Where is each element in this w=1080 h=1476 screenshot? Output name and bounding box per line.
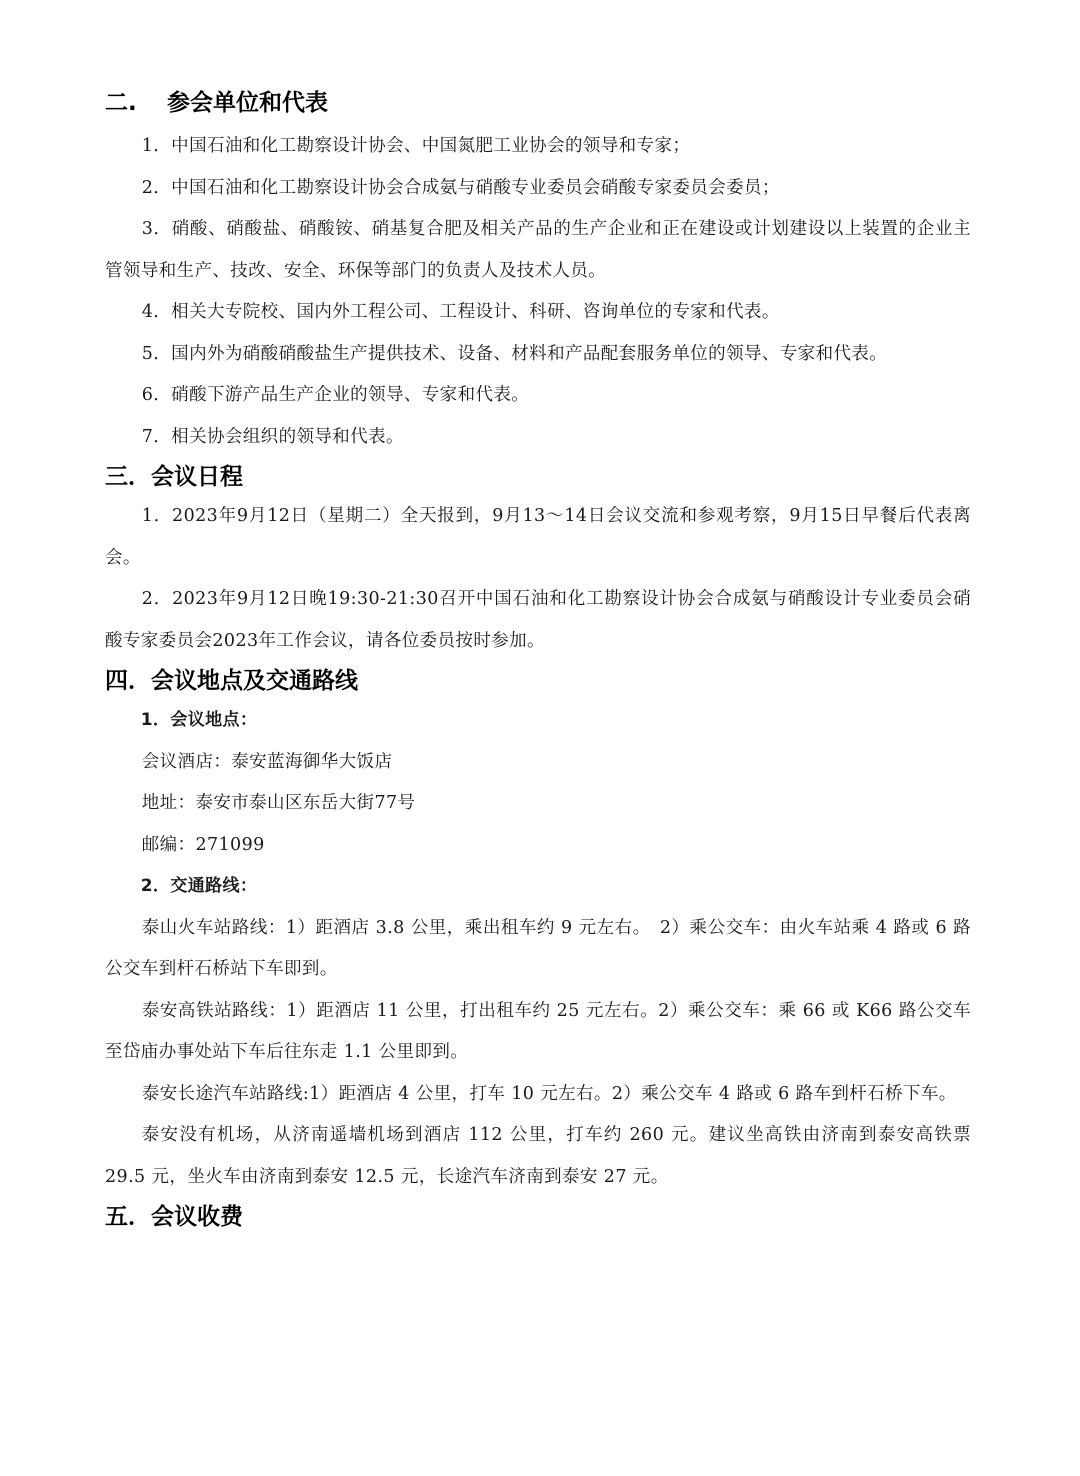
hotel-address: 地址：泰安市泰山区东岳大街77号	[141, 793, 416, 813]
section-heading-schedule: 三．会议日程	[105, 464, 243, 490]
venue-subheading: 1．会议地点：	[140, 710, 258, 730]
route-item: 泰安高铁站路线：1）距酒店 11 公里，打出租车约 25 元左右。2）乘公交车：乘 66 或 K66 路公交车至岱庙办事处站下车后往东走 1.1 公里即到。	[105, 1000, 971, 1062]
list-item: 5．国内外为硝酸硝酸盐生产提供技术、设备、材料和产品配套服务单位的领导、专家和代表。	[141, 343, 888, 364]
list-item: 4．相关大专院校、国内外工程公司、工程设计、科研、咨询单位的专家和代表。	[141, 302, 780, 322]
section-title: 参会单位和代表	[167, 90, 328, 116]
section-number: 二.	[105, 90, 137, 116]
section-heading-venue: 四．会议地点及交通路线	[105, 668, 358, 694]
section-heading-fees: 五．会议收费	[105, 1204, 243, 1230]
route-item: 泰山火车站路线：1）距酒店 3.8 公里，乘出租车约 9 元左右。 2）乘公交车：由火车站乘 4 路或 6 路公交车到杆石桥站下车即到。	[105, 917, 971, 979]
list-item: 2．中国石油和化工勘察设计协会合成氨与硝酸专业委员会硝酸专家委员会委员；	[141, 177, 780, 198]
list-item: 6．硝酸下游产品生产企业的领导、专家和代表。	[141, 385, 530, 405]
document-content	[105, 86, 971, 1236]
route-item: 泰安长途汽车站路线:1）距酒店 4 公里，打车 10 元左右。2）乘公交车 4 路或 6 路车到杆石桥下车。	[141, 1083, 957, 1104]
routes-subheading: 2．交通路线：	[140, 876, 258, 896]
schedule-list	[105, 496, 971, 662]
participants-list	[105, 126, 971, 458]
list-item: 2．2023年9月12日晚19:30-21:30召开中国石油和化工勘察设计协会合成氨与硝酸设计专业委员会硝酸专家委员会2023年工作会议，请各位委员按时参加。	[105, 589, 971, 651]
list-item: 1．2023年9月12日（星期二）全天报到，9月13～14日会议交流和参观考察，9月15日早餐后代表离会。	[105, 506, 971, 568]
hotel-name: 会议酒店：泰安蓝海御华大饭店	[141, 751, 393, 772]
route-item: 泰安没有机场，从济南遥墙机场到酒店 112 公里，打车约 260 元。建议坐高铁由济南到泰安高铁票 29.5 元，坐火车由济南到泰安 12.5 元，长途汽车济南到泰安 27 元。	[105, 1125, 971, 1187]
postcode: 邮编：271099	[141, 834, 265, 855]
venue-block	[105, 700, 971, 1198]
section-heading-participants	[105, 86, 971, 120]
list-item: 3．硝酸、硝酸盐、硝酸铵、硝基复合肥及相关产品的生产企业和正在建设或计划建设以上装置的企业主管领导和生产、技改、安全、环保等部门的负责人及技术人员。	[105, 219, 971, 281]
list-item: 1．中国石油和化工勘察设计协会、中国氮肥工业协会的领导和专家；	[141, 136, 691, 156]
list-item: 7．相关协会组织的领导和代表。	[141, 426, 404, 447]
